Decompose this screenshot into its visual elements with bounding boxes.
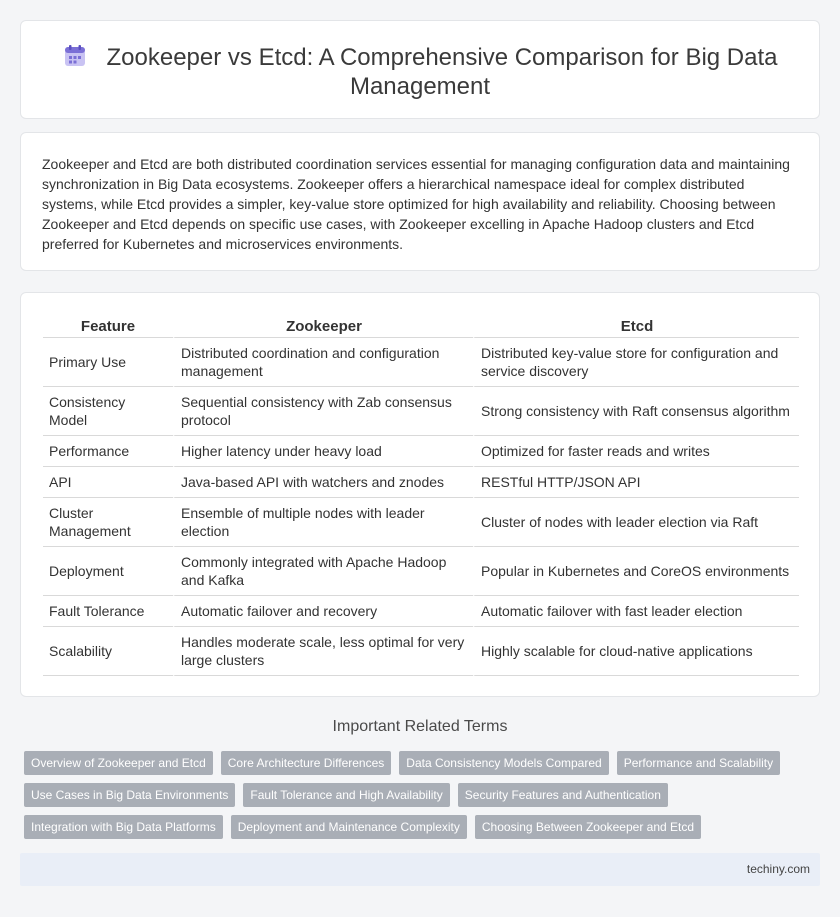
footer-bar (20, 853, 820, 886)
etcd-cell: Optimized for faster reads and writes (473, 436, 799, 467)
related-tag[interactable]: Performance and Scalability (617, 751, 780, 775)
table-row (43, 467, 799, 498)
feature-cell: Scalability (43, 627, 173, 676)
zookeeper-cell: Commonly integrated with Apache Hadoop and Kafka (173, 547, 473, 596)
table-header-row (43, 314, 799, 338)
etcd-cell: Highly scalable for cloud-native applications (473, 627, 799, 676)
related-tag[interactable]: Security Features and Authentication (458, 783, 668, 807)
table-row (43, 338, 799, 387)
related-tag[interactable]: Deployment and Maintenance Complexity (231, 815, 467, 839)
related-tag[interactable]: Fault Tolerance and High Availability (243, 783, 449, 807)
feature-cell: API (43, 467, 173, 498)
calendar-icon (63, 44, 87, 68)
feature-cell: Cluster Management (43, 498, 173, 547)
etcd-cell: Cluster of nodes with leader election via Raft (473, 498, 799, 547)
tag-row (24, 783, 824, 807)
etcd-cell: RESTful HTTP/JSON API (473, 467, 799, 498)
table-row (43, 596, 799, 627)
zookeeper-cell: Higher latency under heavy load (173, 436, 473, 467)
zookeeper-cell: Ensemble of multiple nodes with leader election (173, 498, 473, 547)
etcd-cell: Automatic failover with fast leader election (473, 596, 799, 627)
feature-cell: Primary Use (43, 338, 173, 387)
etcd-cell: Popular in Kubernetes and CoreOS environments (473, 547, 799, 596)
table-row (43, 387, 799, 436)
related-tag[interactable]: Data Consistency Models Compared (399, 751, 608, 775)
tag-row (24, 751, 824, 775)
intro-paragraph: Zookeeper and Etcd are both distributed coordination services essential for managing configuration data and maintaining synchronization in Big Data ecosystems. Zookeeper offers a hierarchical namespace ideal for complex distributed systems, while Etcd provides a simpler, key-value store optimized for high availability and reliability. Choosing between Zookeeper and Etcd depends on specific use cases, with Zookeeper excelling in Apache Hadoop clusters and Etcd preferred for Kubernetes and microservices environments. (42, 156, 790, 252)
footer-site-link[interactable]: techiny.com (746, 862, 810, 876)
zookeeper-cell: Distributed coordination and configuration management (173, 338, 473, 387)
table-row (43, 436, 799, 467)
related-tag[interactable]: Choosing Between Zookeeper and Etcd (475, 815, 701, 839)
page-title-wrap (21, 43, 819, 101)
related-tag[interactable]: Overview of Zookeeper and Etcd (24, 751, 213, 775)
page-title: Zookeeper vs Etcd: A Comprehensive Comparison for Big Data Management (106, 44, 778, 100)
related-tag[interactable]: Integration with Big Data Platforms (24, 815, 223, 839)
zookeeper-cell: Automatic failover and recovery (173, 596, 473, 627)
header-zookeeper: Zookeeper (173, 314, 473, 338)
tag-row (24, 815, 824, 839)
header-etcd: Etcd (473, 314, 799, 338)
header-card (20, 20, 820, 119)
table-row (43, 547, 799, 596)
etcd-cell: Strong consistency with Raft consensus algorithm (473, 387, 799, 436)
table-row (43, 627, 799, 676)
feature-cell: Fault Tolerance (43, 596, 173, 627)
related-tag[interactable]: Core Architecture Differences (221, 751, 392, 775)
comparison-table (43, 314, 799, 676)
zookeeper-cell: Java-based API with watchers and znodes (173, 467, 473, 498)
related-terms-title: Important Related Terms (332, 718, 508, 735)
etcd-cell: Distributed key-value store for configuration and service discovery (473, 338, 799, 387)
zookeeper-cell: Sequential consistency with Zab consensus protocol (173, 387, 473, 436)
zookeeper-cell: Handles moderate scale, less optimal for very large clusters (173, 627, 473, 676)
related-tags (24, 751, 824, 847)
table-row (43, 498, 799, 547)
feature-cell: Performance (43, 436, 173, 467)
feature-cell: Consistency Model (43, 387, 173, 436)
header-feature: Feature (43, 314, 173, 338)
related-tag[interactable]: Use Cases in Big Data Environments (24, 783, 235, 807)
feature-cell: Deployment (43, 547, 173, 596)
comparison-card (20, 292, 820, 697)
intro-card (20, 132, 820, 271)
